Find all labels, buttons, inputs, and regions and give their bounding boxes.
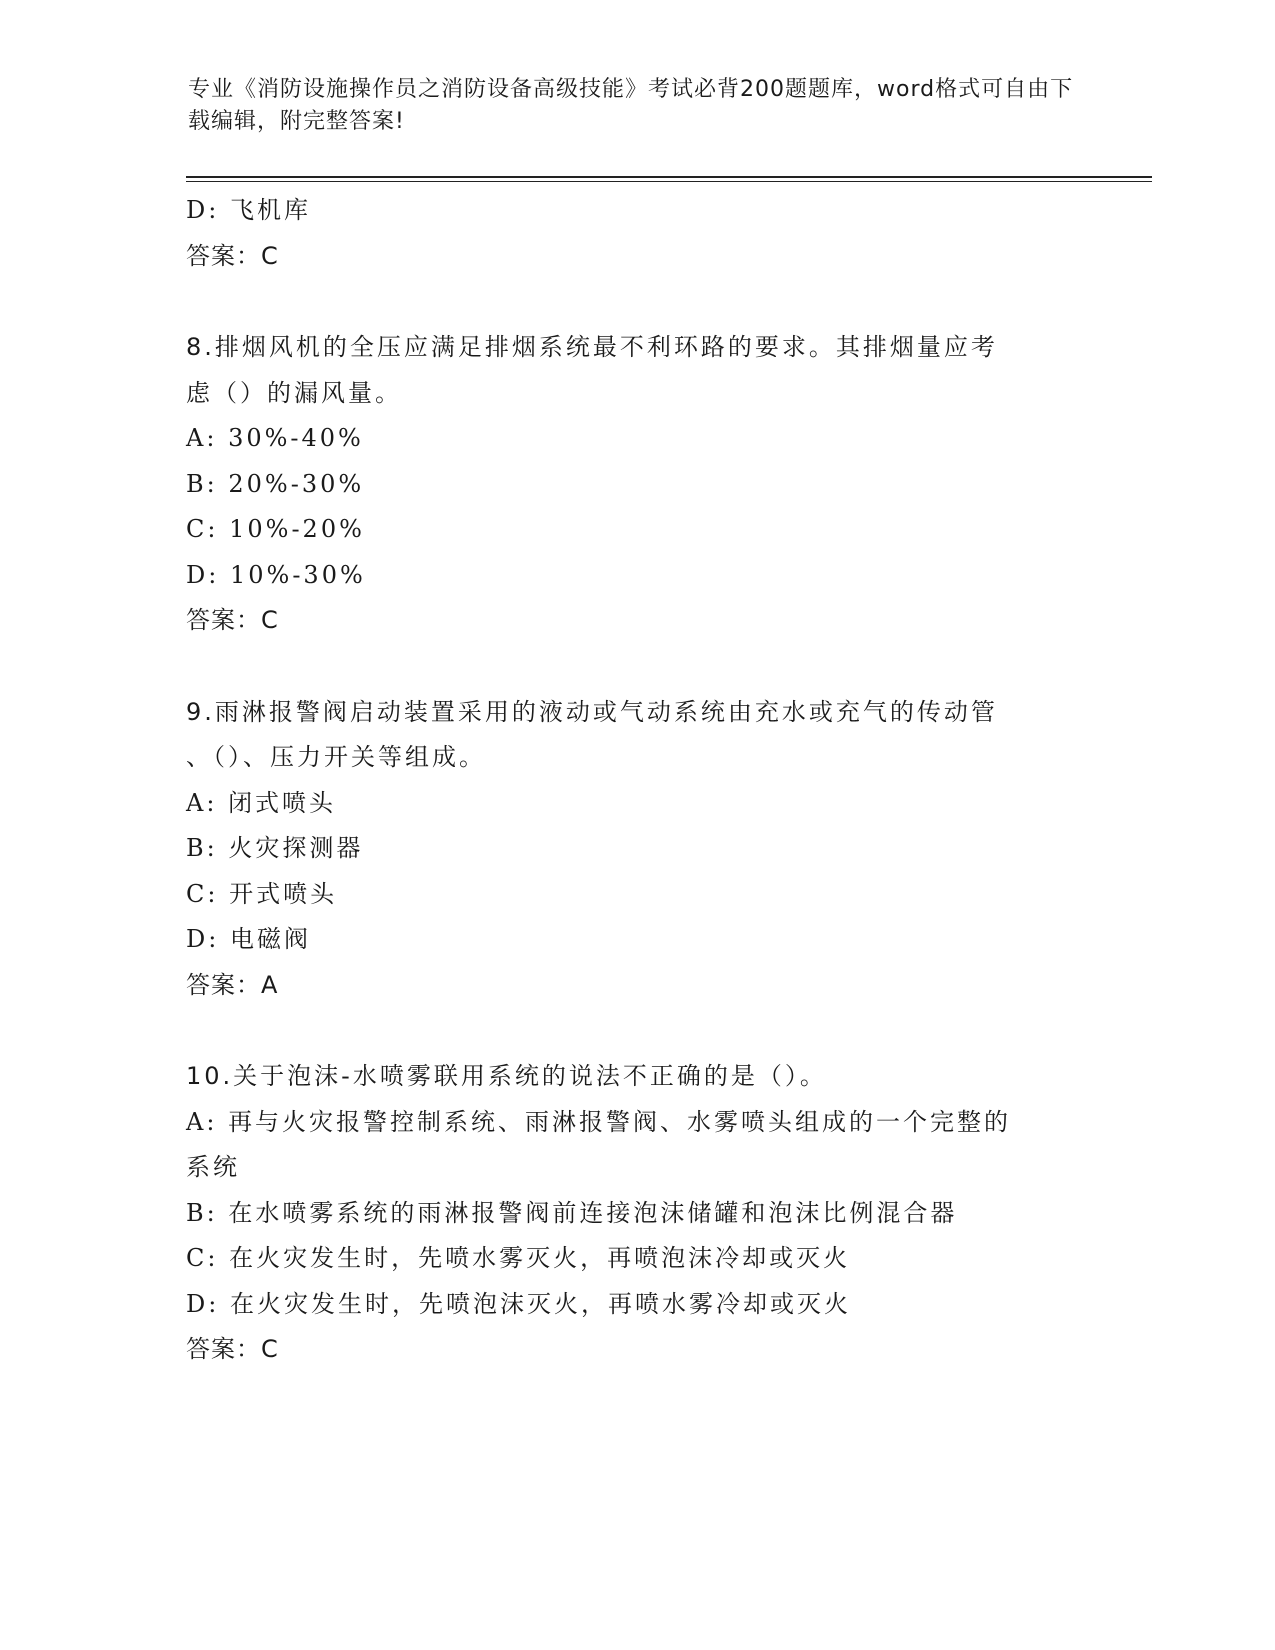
header-rule-thin: [186, 181, 1152, 182]
option-row: [186, 507, 1086, 553]
answer-line: 答案：C: [186, 606, 279, 634]
header-text: 专业《消防设施操作员之消防设备高级技能》考试必背200题题库，word格式可自由下载编辑，附完整答案!: [188, 77, 1074, 134]
option-row: [186, 1282, 1086, 1328]
option-row: [186, 416, 1086, 462]
answer-line: 答案：C: [186, 241, 279, 270]
option-text: 飞机库: [229, 196, 311, 224]
question-content: [186, 188, 1086, 1373]
option-label: D:: [186, 560, 220, 589]
option-label: B:: [186, 1198, 218, 1227]
question-stem-continued: 虑（）的漏风量。: [186, 378, 402, 407]
option-label: D:: [186, 925, 220, 953]
option-text: 在火灾发生时，先喷泡沫灭火，再喷水雾冷却或灭火: [229, 1289, 851, 1318]
question-stem: 8.排烟风机的全压应满足排烟系统最不利环路的要求。其排烟量应考: [186, 333, 998, 361]
option-text: 30%-40%: [228, 424, 364, 452]
answer-line: 答案：C: [186, 1335, 279, 1363]
option-row: [186, 553, 1086, 599]
option-text: 闭式喷头: [228, 788, 337, 817]
option-row: [186, 781, 1086, 827]
option-text: 在水喷雾系统的雨淋报警阀前连接泡沫储罐和泡沫比例混合器: [228, 1198, 958, 1227]
question-stem-continued: 、（）、压力开关等组成。: [186, 743, 486, 771]
option-row: [186, 1191, 1086, 1237]
question-stem: 10.关于泡沫-水喷雾联用系统的说法不正确的是（）。: [186, 1062, 827, 1090]
option-row: [186, 826, 1086, 872]
option-row: [186, 462, 1086, 508]
option-row: [186, 1100, 1086, 1146]
option-text: 20%-30%: [228, 469, 365, 498]
question-stem: 9.雨淋报警阀启动装置采用的液动或气动系统由充水或充气的传动管: [186, 697, 998, 726]
document-header: [188, 74, 1078, 138]
option-label: C:: [186, 515, 219, 543]
header-rule-thick: [186, 176, 1152, 178]
option-label: C:: [186, 1244, 219, 1272]
option-row: [186, 917, 1086, 963]
option-row: [186, 872, 1086, 918]
option-text: 10%-20%: [229, 515, 365, 543]
answer-line: 答案：A: [186, 970, 279, 999]
option-label: B:: [186, 834, 218, 862]
option-label: A:: [186, 424, 218, 452]
option-label: D:: [186, 196, 220, 224]
option-text: 10%-30%: [229, 560, 366, 589]
option-label: A:: [186, 788, 218, 817]
option-text: 再与火灾报警控制系统、雨淋报警阀、水雾喷头组成的一个完整的: [228, 1107, 1012, 1136]
option-label: C:: [186, 879, 219, 908]
option-label: D:: [186, 1289, 220, 1318]
option-label: B:: [186, 469, 218, 498]
option-text: 开式喷头: [229, 879, 338, 908]
option-label: A:: [186, 1107, 218, 1136]
option-text: 电磁阀: [229, 925, 311, 953]
option-row: [186, 1236, 1086, 1282]
option-row: [186, 188, 1086, 234]
option-text: 火灾探测器: [228, 834, 364, 862]
option-text-continued: 系统: [186, 1153, 240, 1181]
option-text: 在火灾发生时，先喷水雾灭火，再喷泡沫冷却或灭火: [229, 1244, 851, 1272]
